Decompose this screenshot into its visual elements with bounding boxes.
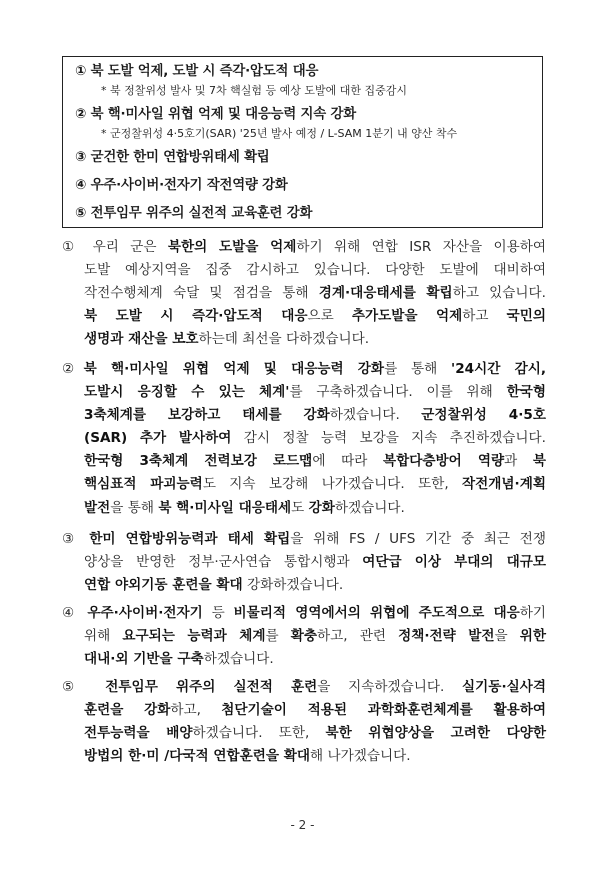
emphasis-text: 대내·외 기반을 구축 (84, 651, 204, 668)
paragraph-line (62, 528, 546, 551)
page-number: - 2 - (290, 818, 315, 832)
body-text: 을 지속하겠습니다. (317, 679, 463, 695)
emphasis-text: 국민의 (506, 308, 546, 325)
emphasis-text: 훈련을 강화 (84, 702, 171, 719)
item-number: ② (62, 361, 84, 377)
paragraph-line (62, 745, 546, 768)
body-text: 을 (494, 628, 520, 645)
paragraph-4 (62, 602, 546, 671)
item-number: ⑤ (62, 679, 88, 695)
paragraph-line (62, 259, 546, 282)
paragraph-line (62, 625, 546, 648)
body-text: 하기 (519, 605, 546, 621)
paragraph-line (62, 676, 546, 699)
summary-note-2: * 군정찰위성 4·5호기(SAR) '25년 발사 예정 / L-SAM 1분기 내 양산 착수 (101, 127, 458, 140)
body-text: 위해 (84, 628, 123, 645)
emphasis-text: 실기동·실사격 (462, 679, 546, 695)
body-text: 하겠습니다. (203, 651, 274, 668)
body-text: 하겠습니다. (334, 499, 405, 516)
body-text: 으로 (307, 308, 352, 325)
emphasis-text: 여단급 이상 부대의 대규모 (362, 554, 546, 571)
body-text: 과 (504, 453, 533, 470)
body-text: 감시 정찰 능력 보강을 지속 추진하겠습니다. (231, 430, 546, 447)
emphasis-text: 작전개념·계획 (462, 476, 546, 493)
body-text (88, 679, 106, 695)
emphasis-text: 위한 (519, 628, 546, 645)
emphasis-text: 연합 야외기동 훈련을 확대 (84, 577, 243, 594)
paragraph-line (62, 358, 546, 381)
paragraph-line (62, 236, 546, 259)
emphasis-text: 발전 (84, 499, 111, 516)
paragraph-line (62, 699, 546, 722)
body-text: 하고, (170, 702, 222, 719)
emphasis-text: 핵심표적 파괴능력 (84, 476, 203, 493)
emphasis-text: 북한 위협양상을 고려한 다양한 (325, 725, 546, 742)
body-text: 하고 (462, 308, 507, 325)
emphasis-text: 북 도발 시 즉각·압도적 대응 (84, 308, 308, 325)
emphasis-text: 정책·전략 발전 (398, 628, 495, 645)
body-text: 도발 예상지역을 집중 감시하고 있습니다. 다양한 도발에 대비하여 (84, 262, 546, 279)
body-text: 하겠습니다. (329, 407, 422, 424)
paragraph-line (62, 648, 546, 671)
body-text: 을 위해 FS / UFS 기간 중 최근 전쟁 (290, 531, 546, 547)
emphasis-text: 추가도발을 억제 (351, 308, 463, 325)
body-text: 해 나가겠습니다. (310, 748, 411, 765)
body-text: 하겠습니다. 또한, (192, 725, 326, 742)
emphasis-text: 전투능력을 배양 (84, 725, 193, 742)
summary-item-2: ② 북 핵·미사일 위협 억제 및 대응능력 지속 강화 (75, 107, 356, 122)
paragraph-line (62, 602, 546, 625)
summary-item-5: ⑤ 전투임무 위주의 실전적 교육훈련 강화 (75, 206, 313, 221)
summary-item-3: ③ 굳건한 한미 연합방위태세 확립 (75, 150, 270, 165)
body-text: 를 통해 (384, 361, 452, 377)
item-number: ④ (62, 605, 79, 621)
body-text (80, 531, 90, 547)
paragraph-line (62, 574, 546, 597)
emphasis-text: 경계·대응태세를 확립 (318, 285, 453, 302)
emphasis-text: 비물리적 영역에서의 위협에 주도적으로 대응 (233, 605, 520, 621)
emphasis-text: 전투임무 위주의 실전적 훈련 (105, 679, 318, 695)
body-text: 를 (265, 628, 291, 645)
emphasis-text: 군정찰위성 4·5호 (421, 407, 546, 424)
emphasis-text: 도발시 응징할 수 있는 체계' (84, 384, 290, 401)
emphasis-text: 한국형 3축체계 전력보강 로드맵 (84, 453, 313, 470)
body-text: 작전수행체계 숙달 및 점검을 통해 (84, 285, 319, 302)
emphasis-text: 3축체계를 보강하고 태세를 강화 (84, 407, 330, 424)
body-text: 하기 위해 연합 ISR 자산을 이용하여 (296, 239, 546, 255)
paragraph-line (62, 404, 546, 427)
emphasis-text: 확충 (290, 628, 318, 645)
emphasis-text: 첨단기술이 적용된 과학화훈련체계를 활용하여 (221, 702, 547, 719)
emphasis-text: 강화 (308, 499, 335, 516)
body-text: 을 통해 (110, 499, 159, 516)
emphasis-text: '24시간 감시, (451, 361, 546, 377)
body-text: 하고, 관련 (317, 628, 399, 645)
body-text: 하는데 최선을 다하겠습니다. (198, 331, 370, 348)
body-text: 도 (291, 499, 309, 516)
summary-note-1: * 북 정찰위성 발사 및 7차 핵실험 등 예상 도발에 대한 집중감시 (101, 84, 407, 97)
emphasis-text: 생명과 재산을 보호 (84, 331, 199, 348)
paragraph-line (62, 305, 546, 328)
paragraph-line (62, 551, 546, 574)
emphasis-text: 요구되는 능력과 체계 (122, 628, 266, 645)
body-text: 강화하겠습니다. (242, 577, 344, 594)
item-number: ① (62, 239, 82, 255)
summary-item-4: ④ 우주·사이버·전자기 작전역량 강화 (75, 178, 288, 193)
emphasis-text: 북 (532, 453, 546, 470)
emphasis-text: 북 핵·미사일 위협 억제 및 대응능력 강화 (83, 361, 385, 377)
emphasis-text: 북 핵·미사일 대응태세 (158, 499, 292, 516)
body-text: 에 따라 (312, 453, 383, 470)
paragraph-line (62, 473, 546, 496)
paragraph-line (62, 722, 546, 745)
summary-box (62, 56, 543, 228)
body-text: 도 지속 보강해 나가겠습니다. 또한, (202, 476, 463, 493)
paragraph-1 (62, 236, 546, 351)
body-text: 등 (202, 605, 234, 621)
emphasis-text: 북한의 도발을 억제 (167, 239, 297, 255)
paragraph-line (62, 282, 546, 305)
paragraph-5 (62, 676, 546, 768)
emphasis-text: 우주·사이버·전자기 (87, 605, 203, 621)
body-text: 하고 있습니다. (452, 285, 546, 302)
summary-item-1: ① 북 도발 억제, 도발 시 즉각·압도적 대응 (75, 64, 319, 79)
body-text: 를 구축하겠습니다. 이를 위해 (289, 384, 507, 401)
paragraph-3 (62, 528, 546, 597)
paragraph-line (62, 328, 546, 351)
paragraph-line (62, 497, 546, 520)
emphasis-text: (SAR) 추가 발사하여 (84, 430, 232, 447)
item-number: ③ (62, 531, 80, 547)
emphasis-text: 복합다층방어 역량 (382, 453, 505, 470)
paragraph-line (62, 450, 546, 473)
body-text: 우리 군은 (81, 239, 168, 255)
body-text: 양상을 반영한 정부·군사연습 통합시행과 (84, 554, 363, 571)
emphasis-text: 한국형 (506, 384, 546, 401)
emphasis-text: 방법의 한·미 /다국적 연합훈련을 확대 (84, 748, 311, 765)
paragraph-line (62, 381, 546, 404)
emphasis-text: 한미 연합방위능력과 태세 확립 (89, 531, 291, 547)
paragraph-2 (62, 358, 546, 520)
paragraph-line (62, 427, 546, 450)
